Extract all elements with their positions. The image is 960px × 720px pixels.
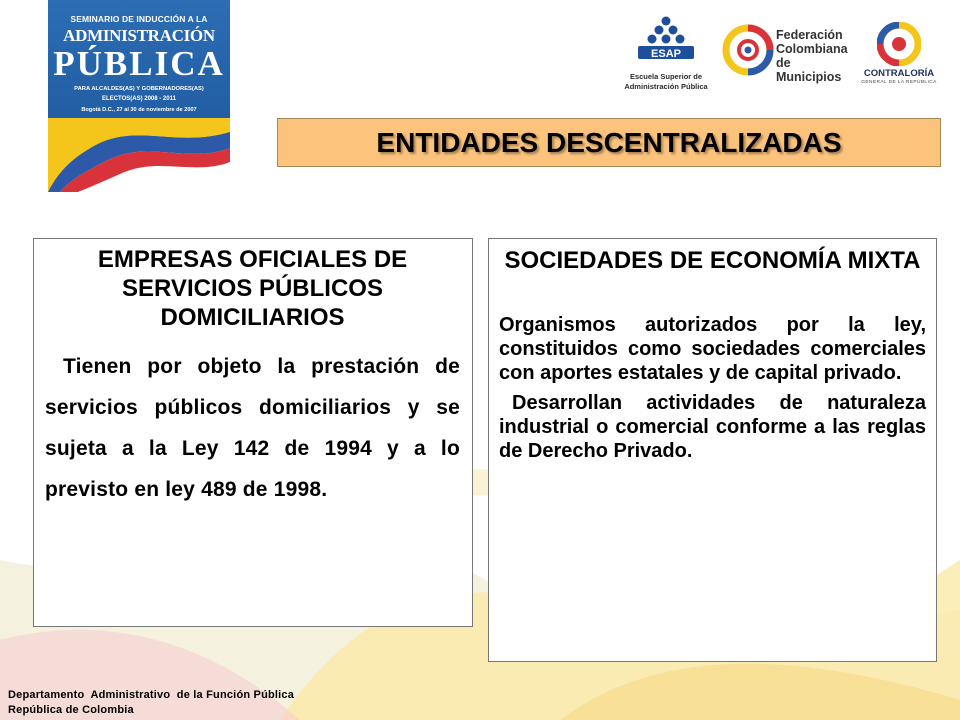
contraloria-logo-line2: GENERAL DE LA REPÚBLICA xyxy=(861,80,937,85)
panel-sociedades-paragraph2: Desarrollan actividades de naturaleza industrial o comercial conforme a las reglas de Derecho Privado. xyxy=(499,392,926,462)
seminar-logo-line5: ELECTOS(AS) 2008 - 2011 xyxy=(102,96,176,102)
panel-empresas-body: Tienen por objeto la prestación de servicios públicos domiciliarios y se sujeta a la Ley 142 de 1994 y a lo previsto en ley 489 de 1998. xyxy=(45,355,460,501)
footer-line1: Departamento Administrativo de la Función Pública xyxy=(8,689,295,701)
esap-logo xyxy=(618,16,714,92)
footer-line2: República de Colombia xyxy=(8,704,134,716)
seminar-logo-line1: SEMINARIO DE INDUCCIÓN A LA xyxy=(70,14,208,24)
seminar-logo-line6: Bogotá D.C., 27 al 30 de noviembre de 2007 xyxy=(81,107,197,113)
seminar-logo-line2: ADMINISTRACIÓN xyxy=(63,26,215,45)
fcm-logo-line1: Federación xyxy=(776,28,843,42)
panel-sociedades-economia-mixta xyxy=(488,238,937,662)
slide-title: ENTIDADES DESCENTRALIZADAS xyxy=(376,126,842,158)
panel-sociedades-heading: SOCIEDADES DE ECONOMÍA MIXTA xyxy=(504,247,921,274)
contraloria-logo xyxy=(858,22,940,90)
fcm-swirl-icon xyxy=(722,22,774,84)
fcm-logo-text xyxy=(776,28,848,84)
esap-mark-text: ESAP xyxy=(651,48,681,60)
slide-title-box xyxy=(277,118,941,167)
fcm-logo-line2: Colombiana xyxy=(776,42,848,56)
esap-mark-icon xyxy=(632,16,700,60)
fcm-logo-line3: de Municipios xyxy=(776,56,842,84)
seminar-logo-line3: PÚBLICA xyxy=(53,44,225,83)
contraloria-emblem-icon xyxy=(877,22,921,66)
esap-logo-line1: Escuela Superior de xyxy=(629,72,703,81)
fcm-logo xyxy=(722,22,848,88)
colombia-flag-wave xyxy=(48,118,230,192)
panel-empresas-oficiales xyxy=(33,238,473,627)
panel-empresas-heading: EMPRESAS OFICIALES DE SERVICIOS PÚBLICOS DOMICILIARIOS xyxy=(97,246,408,331)
footer xyxy=(8,688,294,718)
esap-logo-line2: Administración Pública xyxy=(624,82,708,91)
seminar-logo-line4: PARA ALCALDES(AS) Y GOBERNADORES(AS) xyxy=(74,86,204,92)
panel-sociedades-paragraph1: Organismos autorizados por la ley, constituidos como sociedades comerciales con aportes estatales y de capital privado. xyxy=(499,314,926,384)
contraloria-logo-line1: CONTRALORÍA xyxy=(863,68,935,79)
seminar-logo xyxy=(48,0,230,192)
